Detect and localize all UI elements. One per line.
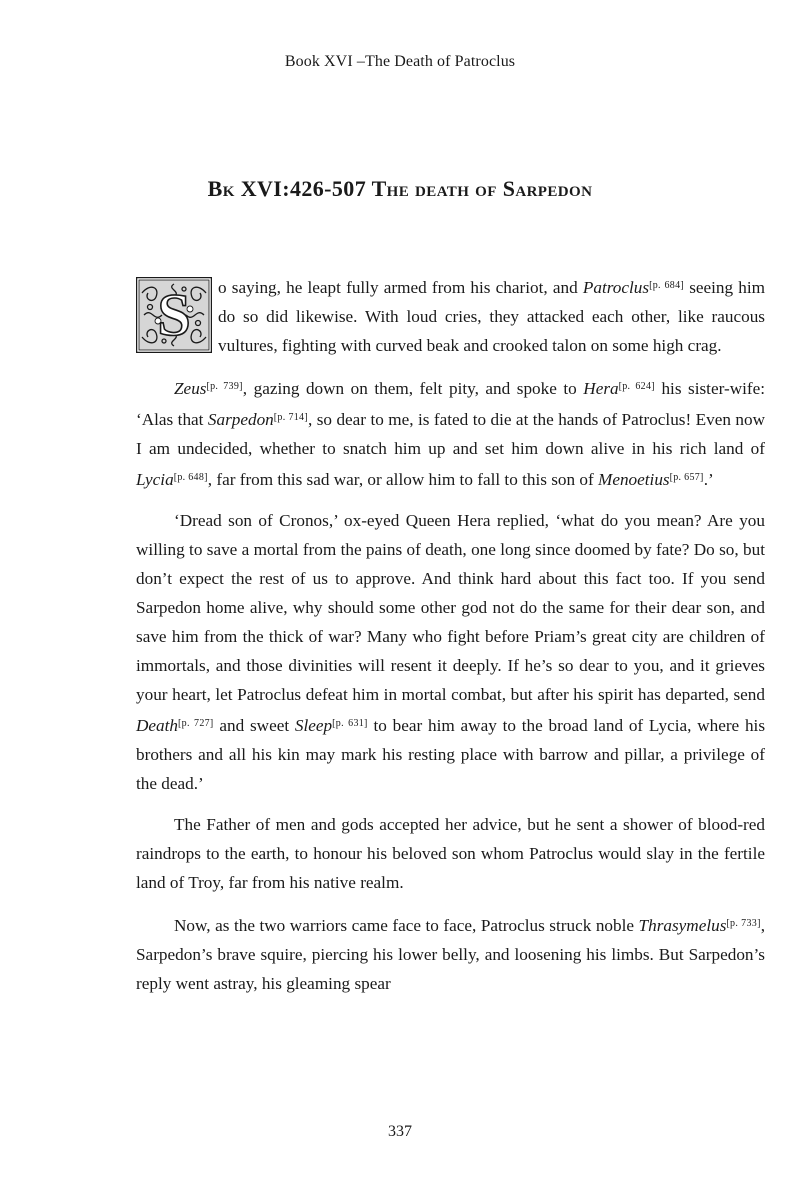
page-ref: [p. 733] bbox=[726, 918, 761, 929]
p4-text-1: The Father of men and gods accepted her advice, but he sent a shower of blood-red raindrops to the earth, to honour his beloved son whom Patroclus would slay in the fertile land of Troy, far from his native realm. bbox=[136, 815, 765, 892]
paragraph-4 bbox=[136, 810, 765, 897]
name-sleep: Sleep bbox=[294, 716, 333, 735]
page-ref: [p. 714] bbox=[273, 412, 308, 423]
p3-text-2: and sweet bbox=[213, 716, 295, 735]
p5-text-2: , Sarpedon’s brave squire, piercing his lower belly, and loosening his limbs. But Sarpedon’s reply went astray, his gleaming spear bbox=[136, 916, 765, 993]
page-ref: [p. 631] bbox=[332, 718, 368, 729]
page-ref: [p. 657] bbox=[669, 472, 704, 483]
running-header: Book XVI –The Death of Patroclus bbox=[284, 53, 516, 70]
page-number: 337 bbox=[388, 1123, 412, 1140]
p2-text-4: , far from this sad war, or allow him to fall to this son of bbox=[207, 470, 599, 489]
paragraph-2 bbox=[136, 372, 765, 494]
page-ref: [p. 739] bbox=[206, 381, 243, 392]
name-patroclus: Patroclus bbox=[582, 278, 650, 297]
name-menoetius: Menoetius bbox=[598, 470, 670, 489]
paragraph-1 bbox=[136, 271, 765, 360]
chapter-title: Bk XVI:426-507 The death of Sarpedon bbox=[207, 176, 593, 201]
p2-text-3: , so dear to me, is fated to die at the hands of Patroclus! Even now I am undecided, whether to snatch him up and set him down alive in his rich land of bbox=[136, 410, 765, 458]
p2-text-2: his sister-wife: ‘Alas that bbox=[136, 379, 766, 429]
name-thrasymelus: Thrasymelus bbox=[638, 916, 727, 935]
paragraph-3 bbox=[136, 506, 765, 798]
name-sarpedon: Sarpedon bbox=[207, 410, 274, 429]
dropcap-s-ornament bbox=[136, 277, 212, 353]
p3-text-1: ‘Dread son of Cronos,’ ox-eyed Queen Hera replied, ‘what do you mean? Are you willing to save a mortal from the pains of death, one long since doomed by fate? Do so, but don’t expect the rest of us to approve. And think hard about this fact too. If you send Sarpedon home alive, why should some other god not do the same for their dear son, and save him from the thick of war? Many who fight before Priam’s great city are children of immortals, and those divinities will resent it deeply. If he’s so dear to you, and it grieves your heart, let Patroclus defeat him in mortal combat, but after his spirit has departed, send bbox=[136, 511, 765, 704]
page-ref: [p. 624] bbox=[618, 381, 655, 392]
name-lycia: Lycia bbox=[136, 470, 174, 489]
p5-text-1: Now, as the two warriors came face to face, Patroclus struck noble bbox=[174, 916, 639, 935]
p1-text-2: seeing him do so did likewise. With loud cries, they attacked each other, like raucous vultures, fighting with curved beak and crooked talon on some high crag. bbox=[218, 278, 766, 355]
page-ref: [p. 648] bbox=[173, 472, 208, 483]
page-ref: [p. 727] bbox=[178, 718, 214, 729]
paragraph-5 bbox=[136, 909, 765, 998]
p2-text-5: .’ bbox=[703, 470, 714, 489]
dropcap-letter: S bbox=[157, 282, 191, 348]
p3-text-3: to bear him away to the broad land of Lycia, where his brothers and all his kin may mark his resting place with barrow and pillar, a privilege of the dead.’ bbox=[136, 716, 766, 793]
p1-text-1: o saying, he leapt fully armed from his chariot, and bbox=[218, 278, 583, 297]
dropcap-ornament-icon bbox=[136, 277, 212, 353]
body-text bbox=[136, 271, 765, 1010]
p2-text-1: , gazing down on them, felt pity, and spoke to bbox=[242, 379, 584, 398]
name-death: Death bbox=[136, 716, 179, 735]
name-hera: Hera bbox=[583, 379, 619, 398]
name-zeus: Zeus bbox=[174, 379, 207, 398]
page-ref: [p. 684] bbox=[649, 280, 685, 291]
